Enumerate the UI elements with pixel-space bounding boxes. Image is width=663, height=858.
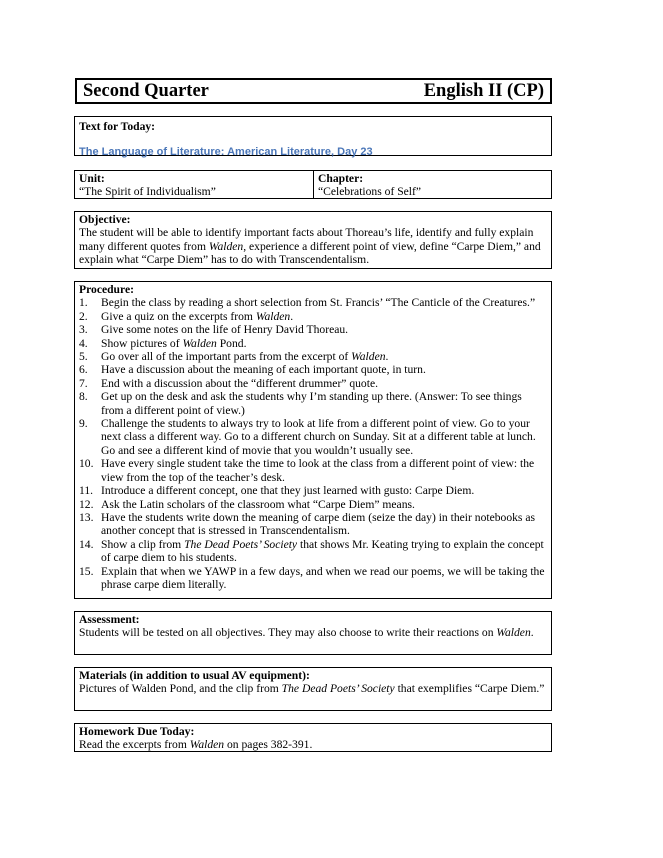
procedure-step [79, 484, 547, 497]
step-text-part: End with a discussion about the “different drummer” quote. [101, 376, 378, 390]
assessment-section [74, 611, 552, 655]
homework-text-part: on pages 382-391. [224, 738, 313, 752]
procedure-step [79, 363, 547, 376]
unit-label: Unit: [79, 172, 105, 185]
step-text-part: Give some notes on the life of Henry David Thoreau. [101, 323, 349, 337]
step-text-part: that shows Mr. Keating trying to explain the concept of carpe diem to his students. [101, 537, 544, 565]
step-text-italic: Walden [182, 336, 217, 350]
procedure-step [79, 565, 547, 592]
procedure-step [79, 377, 547, 390]
step-number: 3. [79, 323, 88, 337]
step-text-part: Pond. [216, 336, 247, 350]
step-text-part: . [385, 350, 389, 364]
step-number: 12. [79, 497, 94, 511]
chapter-label: Chapter: [318, 172, 364, 185]
step-text-part: Explain that when we YAWP in a few days, and when we read our poems, we will be taking the phrase carpe diem literally. [101, 564, 545, 591]
text-for-today-label: Text for Today: [79, 120, 156, 133]
step-text [101, 310, 547, 323]
homework-text-part: Read the excerpts from [79, 738, 190, 752]
materials-label: Materials (in addition to usual AV equipment): [79, 669, 310, 682]
objective-text-part: The student will be able to identify important facts about Thoreau’s life, identify and fully explain many different quotes from [79, 226, 534, 253]
assessment-text-italic: Walden [496, 626, 531, 640]
objective-text [79, 226, 547, 266]
step-number: 11. [79, 484, 94, 498]
procedure-step [79, 390, 547, 417]
step-text-part: Give a quiz on the excerpts from [101, 309, 256, 323]
chapter-section [313, 170, 552, 199]
step-text [101, 350, 547, 363]
homework-text-italic: Walden [189, 738, 225, 752]
step-text-part: Challenge the students to always try to look at life from a different point of view. Go to your next class a different way. Go to a different church on Sunday. Sit at a different table at lunch. Go and see a different kind of movie that you wouldn’t usually see. [101, 417, 536, 457]
step-text [101, 565, 547, 592]
step-number: 9. [79, 417, 88, 431]
assessment-label: Assessment: [79, 613, 140, 626]
objective-text-part: , experience a different point of view, define “Carpe Diem,” and explain what “Carpe Diem” has to do with Transcendentalism. [79, 239, 541, 267]
step-number: 10. [79, 457, 94, 471]
step-text [101, 323, 547, 336]
homework-text [79, 738, 547, 751]
step-number: 13. [79, 510, 94, 524]
procedure-step [79, 511, 547, 538]
step-text [101, 457, 547, 484]
assessment-text-part: Students will be tested on all objectives. They may also choose to write their reactions on [79, 626, 497, 640]
step-number: 4. [79, 336, 88, 350]
procedure-step [79, 457, 547, 484]
page-header [75, 78, 552, 104]
step-number: 14. [79, 537, 94, 551]
step-number: 5. [79, 350, 88, 364]
step-text [101, 296, 547, 309]
objective-section [74, 211, 552, 269]
step-text [101, 337, 547, 350]
step-text [101, 511, 547, 538]
text-for-today-value: The Language of Literature: American Literature, Day 23 [79, 146, 373, 159]
materials-text [79, 682, 547, 695]
procedure-step [79, 498, 547, 511]
procedure-label: Procedure: [79, 283, 134, 296]
step-text [101, 498, 547, 511]
procedure-step [79, 337, 547, 350]
step-text [101, 538, 547, 565]
procedure-step [79, 538, 547, 565]
procedure-section [74, 281, 552, 599]
step-text [101, 417, 547, 457]
materials-section [74, 667, 552, 711]
step-text [101, 363, 547, 376]
assessment-text-part: . [530, 626, 534, 640]
step-number: 15. [79, 564, 94, 578]
step-text-italic: Walden [255, 309, 291, 323]
step-text-part: Go over all of the important parts from the excerpt of [101, 350, 352, 364]
unit-value: “The Spirit of Individualism” [79, 185, 216, 199]
procedure-list [79, 296, 547, 591]
homework-section [74, 723, 552, 752]
step-text [101, 484, 547, 497]
objective-text-italic: Walden [208, 239, 244, 253]
step-number: 8. [79, 390, 88, 404]
procedure-step [79, 323, 547, 336]
step-number: 2. [79, 309, 88, 323]
text-for-today-section [74, 116, 552, 159]
quarter-title: Second Quarter [83, 80, 209, 101]
unit-section [74, 170, 314, 199]
assessment-text [79, 626, 547, 639]
step-text-part: Begin the class by reading a short selection from St. Francis’ “The Canticle of the Creatures.” [101, 296, 536, 310]
homework-label: Homework Due Today: [79, 725, 195, 738]
procedure-step [79, 296, 547, 309]
procedure-step [79, 417, 547, 457]
step-text-part: Ask the Latin scholars of the classroom what “Carpe Diem” means. [101, 497, 415, 511]
procedure-step [79, 310, 547, 323]
step-text [101, 390, 547, 417]
step-number: 7. [79, 376, 88, 390]
objective-label: Objective: [79, 213, 131, 226]
step-text-part: Introduce a different concept, one that they just learned with gusto: Carpe Diem. [101, 484, 475, 498]
step-text-part: Have a discussion about the meaning of each important quote, in turn. [101, 363, 426, 377]
step-text-part: Show a clip from [101, 537, 185, 551]
step-text-italic: The Dead Poets’ Society [184, 537, 298, 551]
step-number: 6. [79, 363, 88, 377]
procedure-step [79, 350, 547, 363]
materials-text-italic: The Dead Poets’ Society [281, 682, 395, 696]
step-number: 1. [79, 296, 88, 310]
step-text-part: Show pictures of [101, 336, 183, 350]
step-text-part: Have the students write down the meaning of carpe diem (seize the day) in their notebooks as another concept that is stressed in Transcendentalism. [101, 510, 535, 538]
step-text-part: . [290, 309, 294, 323]
course-title: English II (CP) [423, 80, 544, 101]
chapter-value: “Celebrations of Self” [318, 185, 422, 199]
materials-text-part: Pictures of Walden Pond, and the clip from [79, 682, 282, 696]
step-text [101, 377, 547, 390]
step-text-italic: Walden [351, 350, 386, 364]
step-text-part: Have every single student take the time to look at the class from a different point of view: the view from the top of the teacher’s desk. [101, 457, 535, 484]
step-text-part: Get up on the desk and ask the students why I’m standing up there. (Answer: To see things from a different point of view.) [101, 390, 522, 417]
materials-text-part: that exemplifies “Carpe Diem.” [394, 682, 545, 696]
